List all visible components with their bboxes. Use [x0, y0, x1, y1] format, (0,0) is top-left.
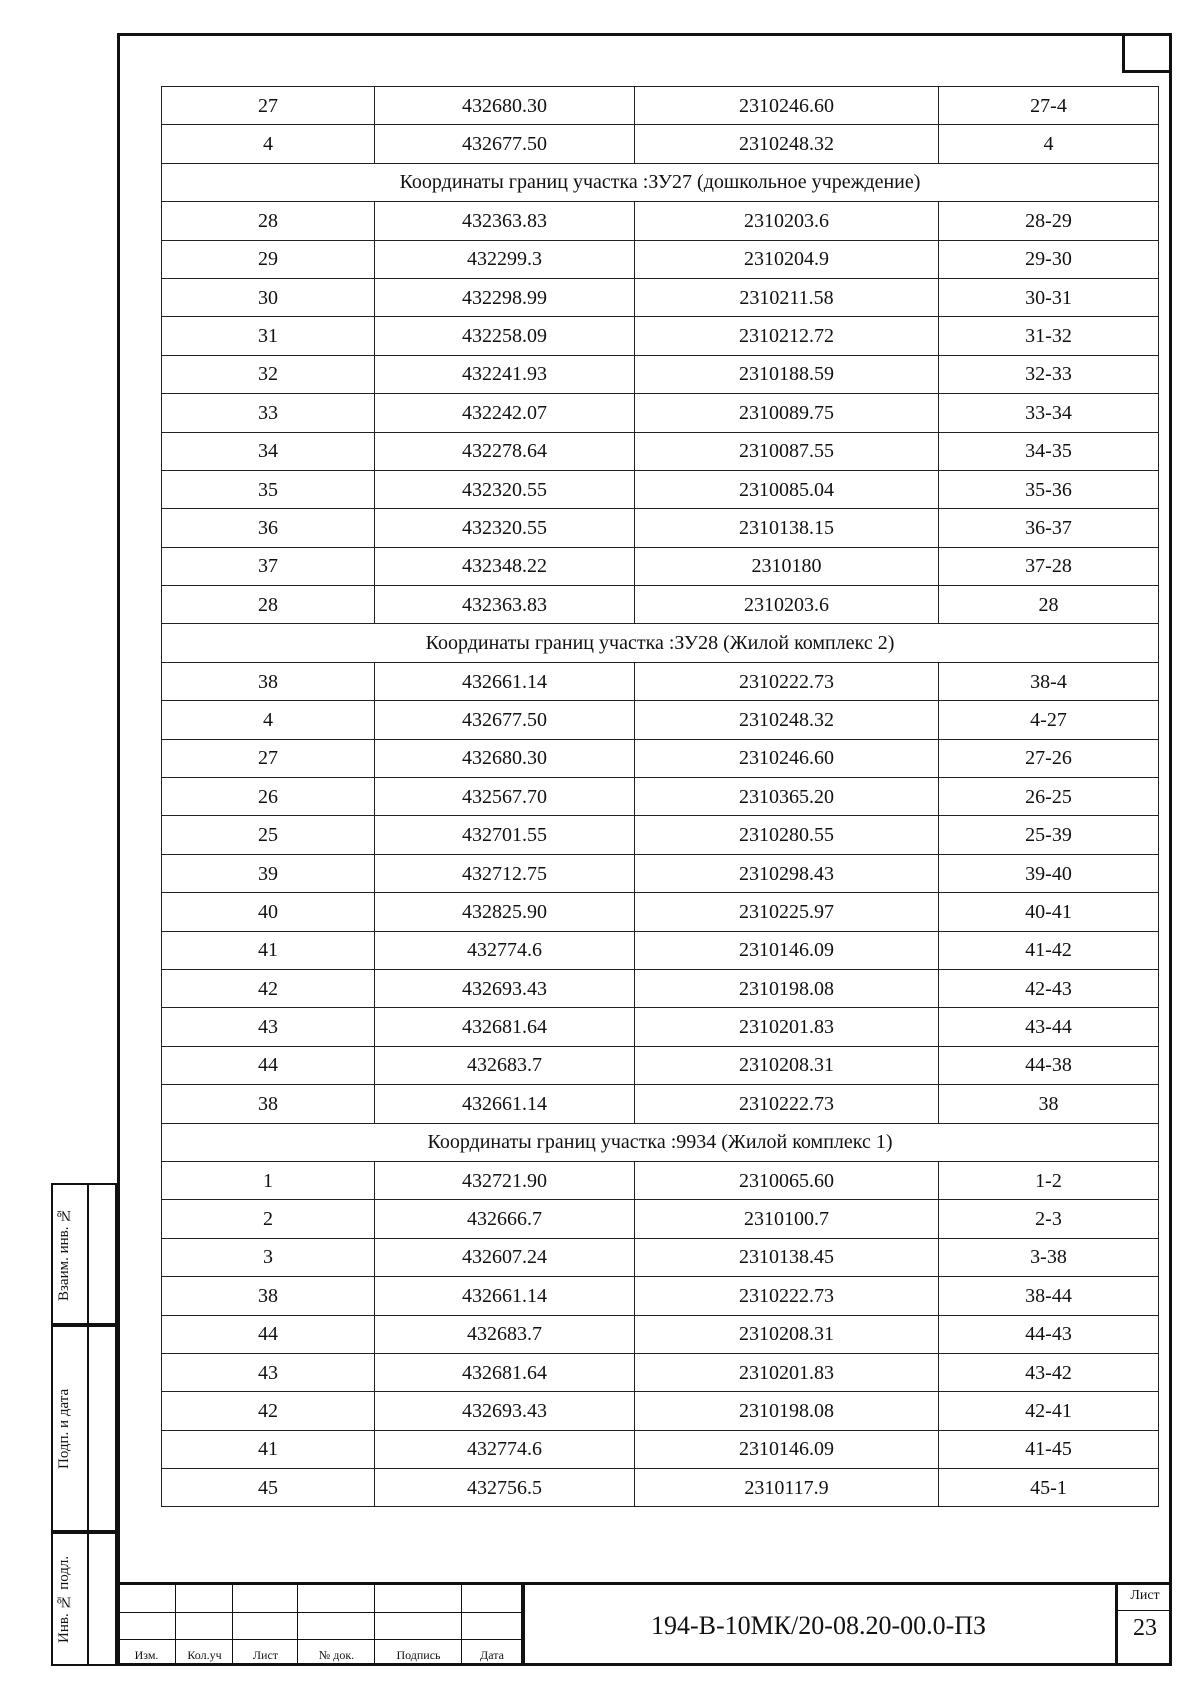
- cell-x: 432774.6: [375, 931, 635, 969]
- table-row: [162, 240, 1159, 278]
- section-title: Координаты границ участка :9934 (Жилой комплекс 1): [162, 1123, 1159, 1161]
- cell-y: 2310180: [635, 547, 939, 585]
- cell-y: 2310298.43: [635, 854, 939, 892]
- cell-seg: 3-38: [939, 1238, 1159, 1276]
- side-stamp-podp: [51, 1325, 117, 1532]
- table-row: [162, 1238, 1159, 1276]
- cell-y: 2310365.20: [635, 778, 939, 816]
- side-label-podp: Подп. и дата: [56, 1388, 72, 1469]
- label-izm: Изм.: [134, 1648, 159, 1662]
- cell-n: 45: [162, 1469, 375, 1507]
- table-row: [162, 816, 1159, 854]
- cell-y: 2310198.08: [635, 1392, 939, 1430]
- cell-y: 2310212.72: [635, 317, 939, 355]
- table-row: [162, 394, 1159, 432]
- cell-n: 44: [162, 1315, 375, 1353]
- cell-y: 2310204.9: [635, 240, 939, 278]
- cell-y: 2310089.75: [635, 394, 939, 432]
- cell-seg: 41-42: [939, 931, 1159, 969]
- cell-y: 2310222.73: [635, 1277, 939, 1315]
- table-row: [162, 1085, 1159, 1123]
- cell-seg: 38: [939, 1085, 1159, 1123]
- cell-n: 41: [162, 931, 375, 969]
- cell-y: 2310248.32: [635, 701, 939, 739]
- cell-x: 432681.64: [375, 1353, 635, 1391]
- label-date: Дата: [480, 1648, 504, 1662]
- cell-n: 39: [162, 854, 375, 892]
- cell-x: 432298.99: [375, 278, 635, 316]
- sheet-label: Лист: [1118, 1588, 1172, 1611]
- cell-n: 28: [162, 586, 375, 624]
- cell-seg: 25-39: [939, 816, 1159, 854]
- cell-seg: 42-41: [939, 1392, 1159, 1430]
- cell-y: 2310201.83: [635, 1353, 939, 1391]
- cell-seg: 40-41: [939, 893, 1159, 931]
- cell-y: 2310203.6: [635, 202, 939, 240]
- cell-seg: 44-43: [939, 1315, 1159, 1353]
- cell-y: 2310208.31: [635, 1315, 939, 1353]
- cell-y: 2310225.97: [635, 893, 939, 931]
- table-row: [162, 202, 1159, 240]
- table-row: [162, 509, 1159, 547]
- table-row: [162, 1046, 1159, 1084]
- cell-n: 38: [162, 1085, 375, 1123]
- table-row: [162, 1277, 1159, 1315]
- cell-seg: 28-29: [939, 202, 1159, 240]
- cell-x: 432241.93: [375, 355, 635, 393]
- cell-n: 40: [162, 893, 375, 931]
- document-code: 194-В-10МК/20-08.20-00.0-ПЗ: [522, 1585, 1112, 1666]
- cell-x: 432258.09: [375, 317, 635, 355]
- side-stamp-inv: [51, 1532, 117, 1666]
- cell-n: 35: [162, 470, 375, 508]
- cell-n: 36: [162, 509, 375, 547]
- cell-x: 432680.30: [375, 87, 635, 125]
- cell-x: 432677.50: [375, 125, 635, 163]
- cell-x: 432661.14: [375, 1085, 635, 1123]
- cell-seg: 44-38: [939, 1046, 1159, 1084]
- cell-seg: 45-1: [939, 1469, 1159, 1507]
- cell-x: 432701.55: [375, 816, 635, 854]
- cell-y: 2310085.04: [635, 470, 939, 508]
- cell-seg: 35-36: [939, 470, 1159, 508]
- cell-n: 26: [162, 778, 375, 816]
- cell-y: 2310117.9: [635, 1469, 939, 1507]
- cell-x: 432242.07: [375, 394, 635, 432]
- cell-n: 4: [162, 701, 375, 739]
- cell-seg: 37-28: [939, 547, 1159, 585]
- section-header-row: [162, 163, 1159, 201]
- cell-x: 432363.83: [375, 202, 635, 240]
- cell-x: 432666.7: [375, 1200, 635, 1238]
- cell-x: 432320.55: [375, 470, 635, 508]
- cell-n: 38: [162, 1277, 375, 1315]
- cell-seg: 34-35: [939, 432, 1159, 470]
- cell-n: 41: [162, 1430, 375, 1468]
- cell-y: 2310248.32: [635, 125, 939, 163]
- cell-seg: 32-33: [939, 355, 1159, 393]
- cell-seg: 38-44: [939, 1277, 1159, 1315]
- cell-y: 2310201.83: [635, 1008, 939, 1046]
- cell-seg: 43-42: [939, 1353, 1159, 1391]
- cell-seg: 31-32: [939, 317, 1159, 355]
- table-row: [162, 1315, 1159, 1353]
- cell-n: 44: [162, 1046, 375, 1084]
- table-row: [162, 701, 1159, 739]
- cell-n: 31: [162, 317, 375, 355]
- cell-n: 28: [162, 202, 375, 240]
- cell-x: 432721.90: [375, 1161, 635, 1199]
- section-header-row: [162, 1123, 1159, 1161]
- cell-seg: 41-45: [939, 1430, 1159, 1468]
- table-row: [162, 586, 1159, 624]
- cell-seg: 27-4: [939, 87, 1159, 125]
- cell-n: 27: [162, 87, 375, 125]
- cell-seg: 4: [939, 125, 1159, 163]
- cell-y: 2310211.58: [635, 278, 939, 316]
- cell-seg: 39-40: [939, 854, 1159, 892]
- cell-y: 2310146.09: [635, 1430, 939, 1468]
- cell-n: 42: [162, 969, 375, 1007]
- cell-x: 432661.14: [375, 662, 635, 700]
- revision-grid: [117, 1585, 522, 1666]
- cell-n: 34: [162, 432, 375, 470]
- cell-y: 2310100.7: [635, 1200, 939, 1238]
- cell-x: 432299.3: [375, 240, 635, 278]
- cell-x: 432320.55: [375, 509, 635, 547]
- table-row: [162, 278, 1159, 316]
- cell-seg: 38-4: [939, 662, 1159, 700]
- cell-y: 2310138.45: [635, 1238, 939, 1276]
- cell-y: 2310146.09: [635, 931, 939, 969]
- cell-x: 432825.90: [375, 893, 635, 931]
- table-row: [162, 317, 1159, 355]
- cell-y: 2310280.55: [635, 816, 939, 854]
- cell-x: 432693.43: [375, 969, 635, 1007]
- cell-y: 2310246.60: [635, 739, 939, 777]
- cell-n: 1: [162, 1161, 375, 1199]
- cell-n: 29: [162, 240, 375, 278]
- title-block: [117, 1582, 1172, 1666]
- cell-y: 2310222.73: [635, 662, 939, 700]
- cell-seg: 4-27: [939, 701, 1159, 739]
- cell-x: 432348.22: [375, 547, 635, 585]
- cell-n: 33: [162, 394, 375, 432]
- cell-n: 43: [162, 1353, 375, 1391]
- table-row: [162, 931, 1159, 969]
- cell-x: 432661.14: [375, 1277, 635, 1315]
- cell-x: 432683.7: [375, 1315, 635, 1353]
- side-stamp-vzaim: [51, 1183, 117, 1325]
- corner-box: [1122, 33, 1172, 73]
- cell-seg: 1-2: [939, 1161, 1159, 1199]
- sheet-box: [1115, 1585, 1172, 1666]
- cell-seg: 33-34: [939, 394, 1159, 432]
- table-row: [162, 1161, 1159, 1199]
- cell-n: 32: [162, 355, 375, 393]
- table-row: [162, 547, 1159, 585]
- cell-x: 432278.64: [375, 432, 635, 470]
- table-row: [162, 470, 1159, 508]
- label-doc-no: № док.: [318, 1648, 355, 1662]
- cell-x: 432681.64: [375, 1008, 635, 1046]
- label-list: Лист: [252, 1648, 279, 1662]
- cell-y: 2310246.60: [635, 87, 939, 125]
- cell-x: 432363.83: [375, 586, 635, 624]
- cell-seg: 27-26: [939, 739, 1159, 777]
- cell-n: 37: [162, 547, 375, 585]
- side-label-inv: Инв. № подл.: [56, 1555, 72, 1643]
- table-row: [162, 778, 1159, 816]
- cell-x: 432677.50: [375, 701, 635, 739]
- label-signature: Подпись: [396, 1648, 441, 1662]
- cell-y: 2310208.31: [635, 1046, 939, 1084]
- section-header-row: [162, 624, 1159, 662]
- cell-x: 432774.6: [375, 1430, 635, 1468]
- cell-x: 432567.70: [375, 778, 635, 816]
- table-row: [162, 355, 1159, 393]
- cell-n: 43: [162, 1008, 375, 1046]
- table-row: [162, 1469, 1159, 1507]
- cell-x: 432680.30: [375, 739, 635, 777]
- section-title: Координаты границ участка :ЗУ28 (Жилой комплекс 2): [162, 624, 1159, 662]
- cell-seg: 26-25: [939, 778, 1159, 816]
- table-row: [162, 662, 1159, 700]
- cell-n: 3: [162, 1238, 375, 1276]
- table-row: [162, 1008, 1159, 1046]
- cell-seg: 28: [939, 586, 1159, 624]
- cell-y: 2310203.6: [635, 586, 939, 624]
- table-row: [162, 854, 1159, 892]
- table-row: [162, 969, 1159, 1007]
- cell-y: 2310198.08: [635, 969, 939, 1007]
- table-row: [162, 1392, 1159, 1430]
- cell-seg: 43-44: [939, 1008, 1159, 1046]
- table-row: [162, 87, 1159, 125]
- label-kol-uch: Кол.уч: [187, 1648, 222, 1662]
- table-row: [162, 432, 1159, 470]
- cell-n: 30: [162, 278, 375, 316]
- section-title: Координаты границ участка :ЗУ27 (дошкольное учреждение): [162, 163, 1159, 201]
- table-row: [162, 1353, 1159, 1391]
- cell-seg: 36-37: [939, 509, 1159, 547]
- table-row: [162, 1200, 1159, 1238]
- table-row: [162, 893, 1159, 931]
- cell-x: 432693.43: [375, 1392, 635, 1430]
- cell-seg: 42-43: [939, 969, 1159, 1007]
- cell-x: 432607.24: [375, 1238, 635, 1276]
- cell-n: 2: [162, 1200, 375, 1238]
- cell-y: 2310065.60: [635, 1161, 939, 1199]
- cell-n: 42: [162, 1392, 375, 1430]
- sheet-number: 23: [1133, 1615, 1157, 1641]
- cell-seg: 2-3: [939, 1200, 1159, 1238]
- cell-seg: 30-31: [939, 278, 1159, 316]
- cell-x: 432712.75: [375, 854, 635, 892]
- table-row: [162, 739, 1159, 777]
- coordinates-table: [161, 86, 1159, 1507]
- side-label-vzaim: Взаим. инв. №: [56, 1206, 72, 1302]
- cell-n: 38: [162, 662, 375, 700]
- cell-x: 432683.7: [375, 1046, 635, 1084]
- cell-x: 432756.5: [375, 1469, 635, 1507]
- cell-y: 2310138.15: [635, 509, 939, 547]
- cell-y: 2310188.59: [635, 355, 939, 393]
- cell-n: 4: [162, 125, 375, 163]
- cell-y: 2310222.73: [635, 1085, 939, 1123]
- table-row: [162, 1430, 1159, 1468]
- cell-n: 27: [162, 739, 375, 777]
- cell-n: 25: [162, 816, 375, 854]
- table-row: [162, 125, 1159, 163]
- cell-y: 2310087.55: [635, 432, 939, 470]
- cell-seg: 29-30: [939, 240, 1159, 278]
